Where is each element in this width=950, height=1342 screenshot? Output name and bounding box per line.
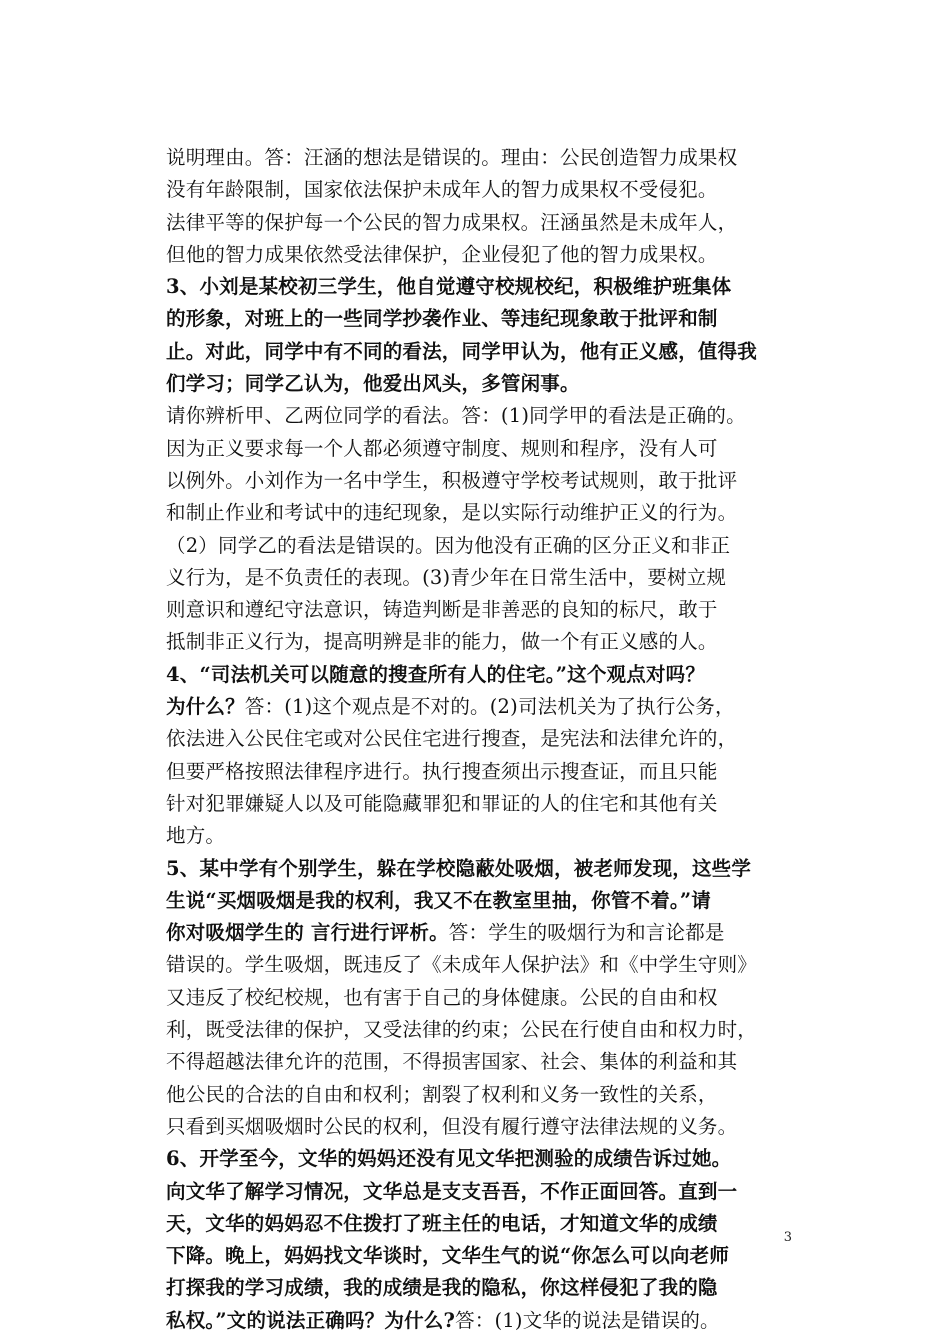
text-line: 5、某中学有个别学生，躲在学校隐蔽处吸烟，被老师发现，这些学: [166, 856, 752, 880]
text-line: [166, 917, 806, 949]
text-line: 法律平等的保护每一个公民的智力成果权。汪涵虽然是未成年人，: [166, 210, 738, 234]
text-line: 错误的。学生吸烟，既违反了《未成年人保护法》和《中学生守则》: [166, 953, 758, 977]
text-line: （2）同学乙的看法是错误的。因为他没有正确的区分正义和非正: [166, 533, 731, 557]
answer-text: 答：(1)这个观点是不对的。(2)司法机关为了执行公务，: [244, 695, 735, 719]
document-body: [166, 142, 806, 1337]
text-line: [166, 659, 806, 691]
text-line: 他公民的合法的自由和权利；割裂了权利和义务一致性的关系，: [166, 1082, 718, 1106]
text-line: 3、小刘是某校初三学生，他自觉遵守校规校纪，积极维护班集体: [166, 275, 732, 299]
question-text: 私权。”文的说法正确吗？为什么?: [166, 1308, 456, 1332]
text-line: 抵制非正义行为，提高明辨是非的能力，做一个有正义感的人。: [166, 630, 718, 654]
text-line: 生说“买烟吸烟是我的权利，我又不在教室里抽，你管不着。”请: [166, 888, 711, 912]
text-line: 地方。: [166, 824, 226, 848]
text-line: 6、开学至今，文华的妈妈还没有见文华把测验的成绩告诉过她。: [166, 1147, 732, 1171]
text-line: 但要严格按照法律程序进行。执行搜查须出示搜查证，而且只能: [166, 759, 718, 783]
text-line: 依法进入公民住宅或对公民住宅进行搜查，是宪法和法律允许的，: [166, 727, 738, 751]
question-text: 为什么？: [166, 695, 245, 719]
text-line: 打探我的学习成绩，我的成绩是我的隐私，你这样侵犯了我的隐: [166, 1276, 718, 1300]
text-line: 针对犯罪嫌疑人以及可能隐藏罪犯和罪证的人的住宅和其他有关: [166, 791, 718, 815]
text-line: [166, 691, 806, 723]
text-line: 义行为，是不负责任的表现。(3)青少年在日常生活中，要树立规: [166, 565, 727, 589]
text-line: 没有年龄限制，国家依法保护未成年人的智力成果权不受侵犯。: [166, 178, 718, 202]
text-line: 止。对此，同学中有不同的看法，同学甲认为，他有正义感，值得我: [166, 339, 758, 363]
text-line: 利，既受法律的保护，又受法律的约束；公民在行使自由和权力时，: [166, 1018, 758, 1042]
text-line: 不得超越法律允许的范围，不得损害国家、社会、集体的利益和其: [166, 1050, 738, 1074]
text-line: 向文华了解学习情况，文华总是支支吾吾，不作正面回答。直到一: [166, 1179, 738, 1203]
text-line: 则意识和遵纪守法意识，铸造判断是非善恶的良知的标尺，敢于: [166, 598, 718, 622]
answer-text: 答：学生的吸烟行为和言论都是: [448, 921, 725, 945]
text-line: [166, 1305, 806, 1337]
text-line: 的形象，对班上的一些同学抄袭作业、等违纪现象敢于批评和制: [166, 307, 718, 331]
text-line: 又违反了校纪校规，也有害于自己的身体健康。公民的自由和权: [166, 985, 718, 1009]
question-text: 4、“司法机关可以随意的搜查所有人的住宅。”这个观点对吗？: [166, 662, 706, 686]
question-text: 你对吸烟学生的 言行进行评析。: [166, 921, 449, 945]
text-line: 请你辨析甲、乙两位同学的看法。答：(1)同学甲的看法是正确的。: [166, 404, 746, 428]
text-line: 只看到买烟吸烟时公民的权利，但没有履行遵守法律法规的义务。: [166, 1114, 738, 1138]
text-line: 因为正义要求每一个人都必须遵守制度、规则和程序，没有人可: [166, 436, 718, 460]
answer-text: 答：(1)文华的说法是错误的。: [455, 1308, 720, 1332]
text-line: 下降。晚上，妈妈找文华谈时，文华生气的说“你怎么可以向老师: [166, 1244, 730, 1268]
text-line: 天，文华的妈妈忍不住拨打了班主任的电话，才知道文华的成绩: [166, 1211, 718, 1235]
text-line: 和制止作业和考试中的违纪现象，是以实际行动维护正义的行为。: [166, 501, 738, 525]
text-line: 但他的智力成果依然受法律保护，企业侵犯了他的智力成果权。: [166, 242, 718, 266]
page-number: 3: [783, 1230, 792, 1245]
text-line: 们学习；同学乙认为，他爱出风头，多管闲事。: [166, 372, 580, 396]
text-line: 说明理由。答：汪涵的想法是错误的。理由：公民创造智力成果权: [166, 146, 738, 169]
text-line: 以例外。小刘作为一名中学生，积极遵守学校考试规则，敢于批评: [166, 468, 738, 492]
